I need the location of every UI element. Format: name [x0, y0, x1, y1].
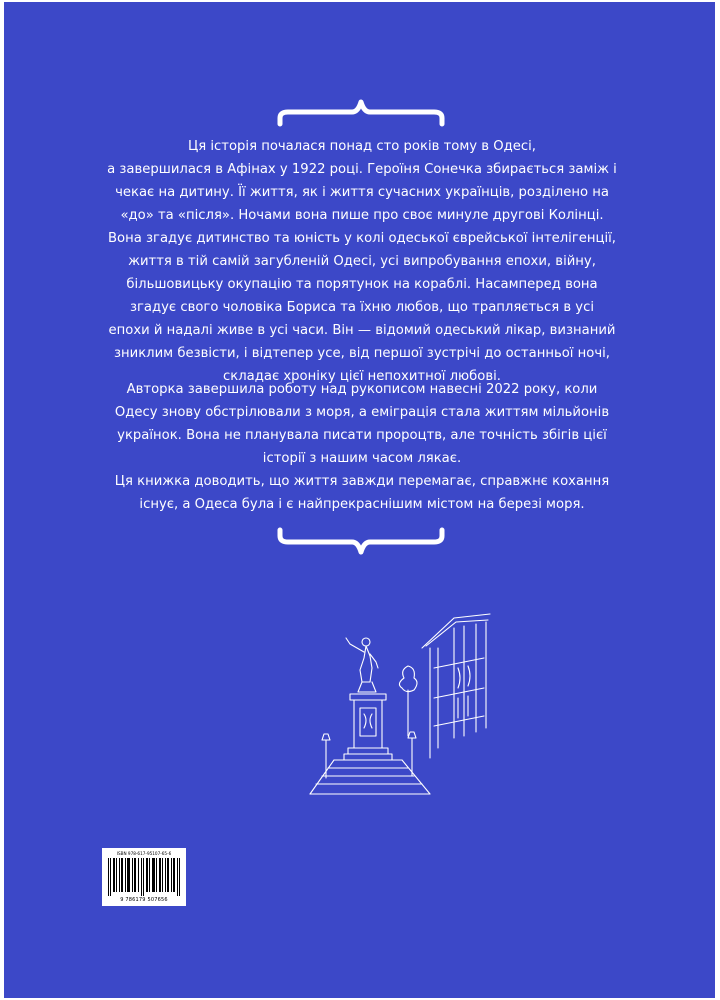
barcode [102, 848, 186, 906]
blurb-line: Вона згадує дитинство та юність у колі одеської єврейської інтелігенції, [108, 231, 616, 246]
isbn-text: ISBN 978-617-95107-65-6 [116, 851, 172, 856]
blurb-line: «до» та «після». Ночами вона пише про своє минуле другові Колінці. [120, 208, 604, 223]
blurb-line: згадує свого чоловіка Бориса та їхню любов, що трапляється в усі [129, 300, 595, 315]
blurb-line: існує, а Одеса була і є найпрекраснішим містом на березі моря. [139, 497, 585, 512]
blurb-paragraph-1 [82, 135, 642, 388]
duke-monument-sketch-icon [304, 608, 494, 808]
blurb-line: Ця історія почалася понад сто років тому в Одесі, [188, 139, 536, 154]
bracket-top-icon [276, 98, 446, 128]
blurb-line: епохи й надалі живе в усі часи. Він — відомий одеський лікар, визнаний [108, 323, 616, 338]
blurb-line: життя в тій самій загубленій Одесі, усі випробування епохи, війну, [128, 254, 596, 269]
ean-digits: 9 786179 507656 [120, 897, 168, 903]
blurb-paragraph-2 [82, 378, 642, 470]
back-cover [4, 2, 715, 998]
blurb-line: українок. Вона не планувала писати пророцтв, але точність збігів цієї [117, 428, 607, 443]
blurb-line: складає хроніку цієї непохитної любові. [223, 369, 501, 384]
bracket-bottom-icon [276, 526, 446, 556]
blurb-line: зниклим безвісти, і відтепер усе, від першої зустрічі до останньої ночі, [114, 346, 610, 361]
blurb-line: більшовицьку окупацію та порятунок на кораблі. Насамперед вона [126, 277, 598, 292]
blurb-line: Авторка завершила роботу над рукописом навесні 2022 року, коли [126, 382, 598, 397]
blurb-line: чекає на дитину. Її життя, як і життя сучасних українців, розділено на [115, 185, 609, 200]
blurb-line: історії з нашим часом лякає. [262, 451, 462, 466]
blurb-paragraph-3 [82, 470, 642, 516]
barcode-icon [106, 858, 182, 896]
blurb-line: а завершилася в Афінах у 1922 році. Героїня Сонечка збирається заміж і [107, 162, 617, 177]
blurb-line: Одесу знову обстрілювали з моря, а еміграція стала життям мільйонів [114, 405, 610, 420]
blurb-line: Ця книжка доводить, що життя завжди перемагає, справжнє кохання [114, 474, 610, 489]
